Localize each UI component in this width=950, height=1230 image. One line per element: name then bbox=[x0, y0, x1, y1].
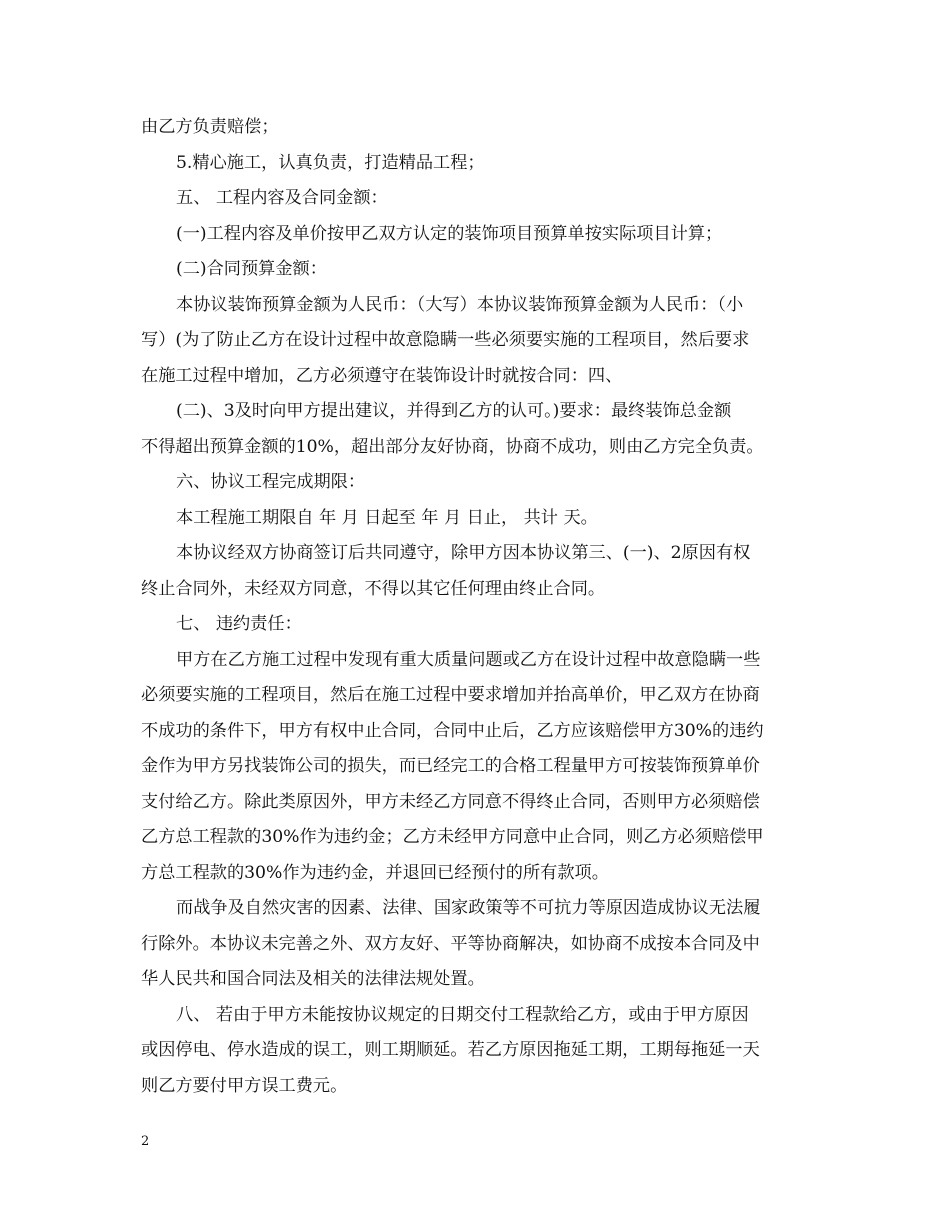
text-line: 方总工程款的30%作为违约金，并退回已经预付的所有款项。 bbox=[141, 862, 609, 883]
text-line: 5.精心施工，认真负责，打造精品工程； bbox=[176, 152, 485, 173]
text-line: 金作为甲方另找装饰公司的损失，而已经完工的合格工程量甲方可按装饰预算单价 bbox=[141, 756, 760, 776]
text-line: 本工程施工期限自 年 月 日起至 年 月 日止， 共计 天。 bbox=[176, 507, 598, 528]
section-heading: 八、 若由于甲方未能按协议规定的日期交付工程款给乙方，或由于甲方原因 bbox=[176, 1004, 749, 1025]
text-line: (二)、3及时向甲方提出建议，并得到乙方的认可。)要求：最终装饰总金额 bbox=[176, 401, 732, 421]
text-line: 不成功的条件下，甲方有权中止合同，合同中止后，乙方应该赔偿甲方30%的违约 bbox=[141, 720, 764, 741]
text-line: 在施工过程中增加，乙方必须遵守在装饰设计时就按合同：四、 bbox=[141, 365, 623, 386]
text-line: 华人民共和国合同法及相关的法律法规处置。 bbox=[141, 969, 485, 989]
text-line: 不得超出预算金额的10%，超出部分友好协商，协商不成功，则由乙方完全负责。 bbox=[141, 436, 764, 457]
text-line: 或因停电、停水造成的误工，则工期顺延。若乙方原因拖延工期，工期每拖延一天 bbox=[141, 1040, 760, 1060]
text-line: 甲方在乙方施工过程中发现有重大质量问题或乙方在设计过程中故意隐瞒一些 bbox=[176, 649, 761, 670]
document-body bbox=[141, 110, 813, 1104]
page-number: 2 bbox=[141, 1134, 150, 1149]
text-line: (二)合同预算金额： bbox=[176, 259, 327, 279]
text-line: 则乙方要付甲方误工费元。 bbox=[141, 1075, 348, 1096]
text-line: (一)工程内容及单价按甲乙双方认定的装饰项目预算单按实际项目计算； bbox=[176, 223, 723, 244]
text-line: 而战争及自然灾害的因素、法律、国家政策等不可抗力等原因造成协议无法履 bbox=[176, 898, 761, 918]
text-line: 本协议装饰预算金额为人民币：（大写）本协议装饰预算金额为人民币：（小 bbox=[176, 294, 744, 315]
text-line: 行除外。本协议未完善之外、双方友好、平等协商解决，如协商不成按本合同及中 bbox=[141, 933, 760, 954]
section-heading: 六、协议工程完成期限： bbox=[176, 472, 366, 492]
text-line: 写）(为了防止乙方在设计过程中故意隐瞒一些必须要实施的工程项目，然后要求 bbox=[141, 330, 750, 350]
text-line: 由乙方负责赔偿； bbox=[141, 117, 279, 137]
text-line: 本协议经双方协商签订后共同遵守，除甲方因本协议第三、(一)、2原因有权 bbox=[176, 543, 751, 563]
text-line: 乙方总工程款的30%作为违约金；乙方未经甲方同意中止合同，则乙方必须赔偿甲 bbox=[141, 827, 764, 847]
section-heading: 五、 工程内容及合同金额： bbox=[176, 188, 388, 208]
section-heading: 七、 违约责任： bbox=[176, 614, 302, 634]
text-line: 必须要实施的工程项目，然后在施工过程中要求增加并抬高单价，甲乙双方在协商 bbox=[141, 685, 760, 705]
text-line: 终止合同外，未经双方同意，不得以其它任何理由终止合同。 bbox=[141, 578, 606, 599]
text-line: 支付给乙方。除此类原因外，甲方未经乙方同意不得终止合同，否则甲方必须赔偿 bbox=[141, 791, 760, 812]
